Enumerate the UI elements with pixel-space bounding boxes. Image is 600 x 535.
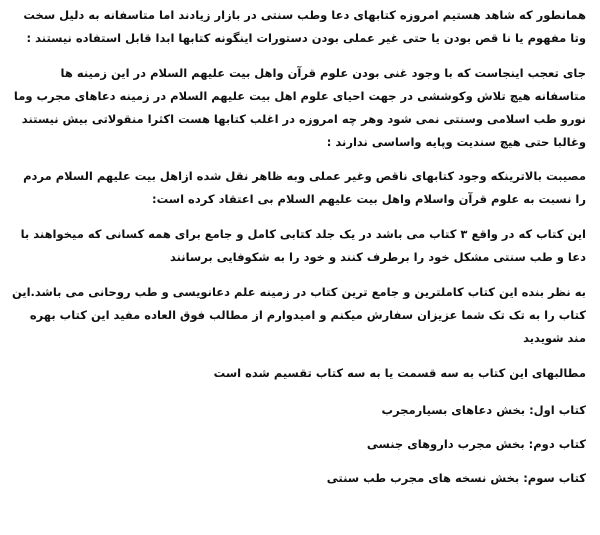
- list-item-book-three: کتاب سوم: بخش نسخه های مجرب طب سنتی: [326, 471, 586, 485]
- sections-heading: مطالبهای این کتاب به سه قسمت یا به سه کتاب تقسیم شده است: [213, 366, 586, 380]
- recommendation-paragraph: به نظر بنده این کتاب کاملترین و جامع ترین کتاب در زمینه علم دعانویسی و طب روحانی می باشد.این کتاب را به تک تک شما عزیزان سفارش میکنم و امیدوارم از مطالب فوق العاده مفید این کتاب بهره مند شویدید: [11, 285, 586, 345]
- surprise-paragraph: جای تعجب اینجاست که با وجود غنی بودن علوم قرآن واهل بیت علیهم السلام در این زمینه ها متاسفانه هیچ تلاش وکوششی در جهت احیای علوم اهل بیت علیهم السلام در زمینه دعاهای مجرب وما نورو طب اسلامی وسنتی نمی شود وهر چه امروزه در اغلب کتابها هست اکثرا منقولاتی بیش نیستند وغالبا حتی هیچ سندیت وپایه واساسی ندارند :: [13, 66, 586, 149]
- list-item-book-two: کتاب دوم: بخش مجرب داروهای جنسی: [366, 437, 586, 451]
- problem-paragraph: مصیبت بالاترینکه وجود کتابهای ناقص وغیر عملی وبه ظاهر نقل شده ازاهل بیت علیهم السلام مردم را نسبت به علوم قرآن واسلام واهل بیت علیهم السلام بی اعتقاد کرده است:: [23, 169, 586, 206]
- book-description-paragraph: این کتاب که در واقع ۳ کتاب می باشد در یک جلد کتابی کامل و جامع برای همه کسانی که میخواهند با دعا و طب سنتی مشکل خود را برطرف کنند و خود را به شکوفایی برسانند: [20, 227, 586, 264]
- list-item-book-one: کتاب اول: بخش دعاهای بسیارمجرب: [381, 403, 586, 417]
- intro-paragraph: همانطور که شاهد هستیم امروزه کتابهای دعا وطب سنتی در بازار زیادند اما متاسفانه به دلیل سخت وتا مفهوم یا نا قص بودن یا حتی غیر عملی بودن دستورات اینگونه کتابها ابدا قابل استفاده نیستند :: [23, 8, 586, 45]
